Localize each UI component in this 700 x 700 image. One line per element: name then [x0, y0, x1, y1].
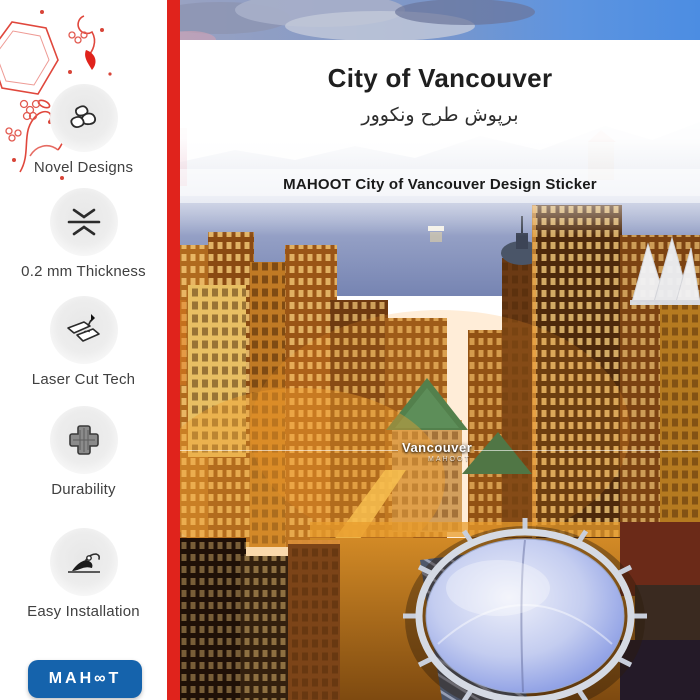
laser-cut-icon — [64, 310, 104, 350]
feature-icon-circle — [50, 528, 118, 596]
mahoot-logo — [28, 660, 142, 698]
feature-label: 0.2 mm Thickness — [21, 263, 146, 280]
feature-icon-circle — [50, 296, 118, 364]
feature-novel-designs — [0, 84, 167, 176]
feature-label: Durability — [51, 481, 116, 498]
tagline: MAHOOT City of Vancouver Design Sticker — [283, 176, 597, 193]
feature-durability — [0, 406, 167, 498]
feature-label: Laser Cut Tech — [31, 371, 136, 388]
watermark-line-right — [474, 450, 700, 451]
durability-icon — [65, 421, 103, 459]
pebbles-icon — [66, 100, 102, 136]
feature-icon-circle — [50, 84, 118, 152]
feature-label: Easy Installation — [27, 603, 140, 620]
feature-thickness — [0, 188, 167, 280]
thickness-icon — [65, 203, 103, 241]
farsi-subtitle: برپوش طرح ونکوور — [361, 104, 519, 126]
red-divider — [167, 0, 180, 700]
watermark-line-left — [180, 450, 398, 451]
feature-icon-circle — [50, 188, 118, 256]
brand-watermark: MAHOOT — [428, 456, 471, 463]
vancouver-watermark: Vancouver — [402, 440, 473, 455]
dark-buildings — [180, 538, 340, 700]
feature-label: Novel Designs — [33, 159, 134, 176]
page-title: City of Vancouver — [327, 63, 553, 93]
mahoot-logo-text: MAH∞T — [48, 670, 122, 687]
feature-easy-installation — [0, 528, 167, 620]
feature-laser-cut — [0, 296, 167, 388]
feature-icon-circle — [50, 406, 118, 474]
peel-sticker-icon — [64, 542, 104, 582]
sidebar — [0, 0, 167, 700]
